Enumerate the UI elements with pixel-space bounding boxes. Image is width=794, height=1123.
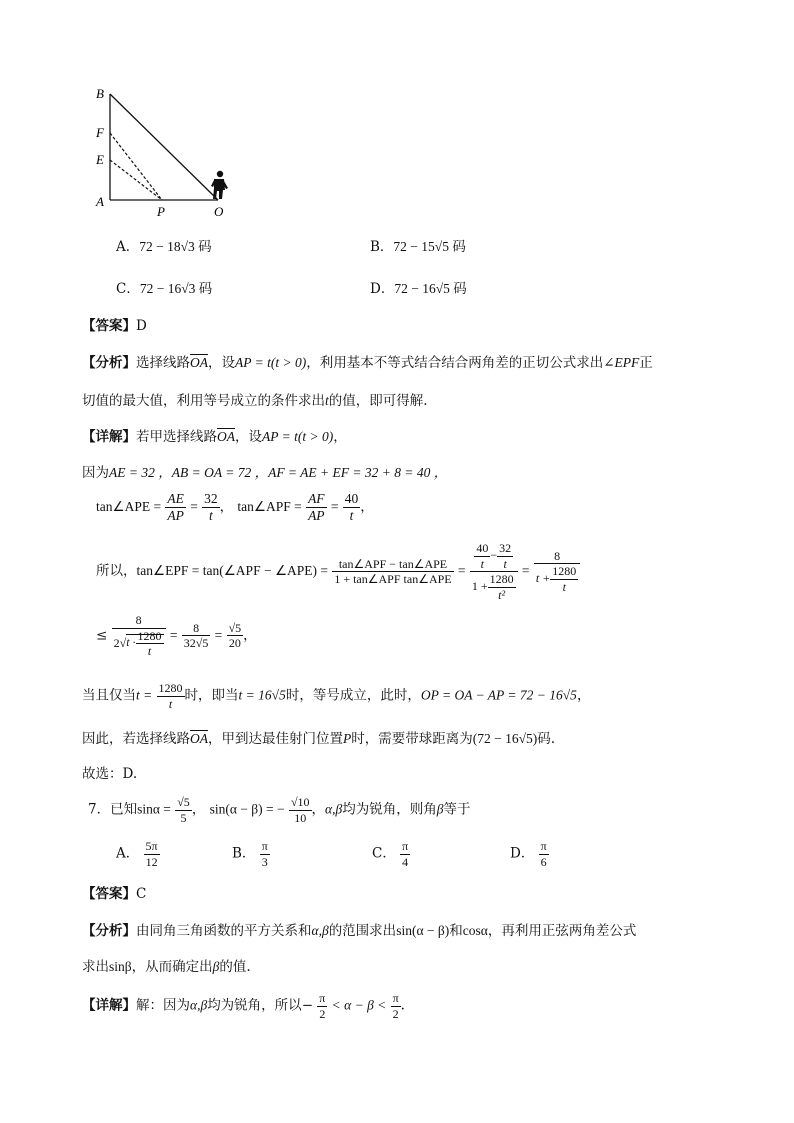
- q6-option-d[interactable]: D．72 − 16√5 码: [370, 281, 467, 297]
- q6-option-b[interactable]: B．72 − 15√5 码: [370, 239, 466, 255]
- q6-tan-epf-line: 所以，tan∠EPF = tan(∠APF − ∠APE) = $\frac{\text{tan∠APF − tan∠APE}}{\text{1 + tan∠APF tan∠APE}}$ = $\frac{40}{t}$ − $\frac{32}{t}$ 1 + $\frac{1280}{\text{t²}}$ = 8 t + $\frac{1280}{t}$: [96, 542, 580, 601]
- label-o: O: [214, 204, 224, 219]
- q6-analysis-line1: 【分析】选择线路$\overline{OA}$，设AP = t(t > 0)，利用基本不等式结合结合两角差的正切公式求出∠EPF正: [82, 355, 653, 371]
- label-a: A: [96, 194, 104, 209]
- q7-option-b[interactable]: B． $\frac{\pi}{3}$: [232, 839, 268, 869]
- label-b: B: [96, 86, 104, 101]
- q6-analysis-line2: 切值的最大值，利用等号成立的条件求出t的值，即可得解.: [82, 393, 428, 409]
- q6-because-line: 因为AE = 32 ，AB = OA = 72 ，AF = AE + EF = 32 + 8 = 40 ，: [82, 465, 448, 481]
- q7-option-d[interactable]: D． $\frac{\pi}{6}$: [510, 839, 547, 869]
- q7-analysis-line1: 【分析】由同角三角函数的平方关系和α,β的范围求出sin(α − β)和cosα，再利用正弦两角差公式: [82, 923, 637, 939]
- label-e: E: [96, 152, 104, 167]
- q6-detail-line1: 【详解】若甲选择线路$\overline{OA}$，设AP = t(t > 0)，: [82, 429, 347, 445]
- player-icon: [211, 171, 228, 199]
- q6-tan-line: tan∠APE = $\frac{AE}{AP}$ = $\frac{32}{t}$ ， tan∠APF = $\frac{AF}{AP}$ = $\frac{40}{t}$ ，: [96, 491, 374, 524]
- q7-analysis-line2: 求出sinβ，从而确定出β的值.: [82, 959, 251, 975]
- q6-option-c[interactable]: C．72 − 16√3 码: [116, 281, 213, 297]
- segment-bo: [110, 94, 218, 200]
- label-f: F: [96, 125, 104, 140]
- q6-choose-line: 故选：D.: [82, 766, 138, 782]
- q6-iff-line: 当且仅当t = $\frac{1280}{t}$ 时，即当t = 16√5时，等号成立，此时，OP = OA − AP = 72 − 16√5，: [82, 681, 591, 711]
- geometry-figure: [90, 80, 240, 220]
- q7-stem: 7．已知sinα = $\frac{√5}{5}$ ， sin(α − β) = − $\frac{√10}{10}$ ，α,β均为锐角，则角β等于: [88, 795, 471, 825]
- q6-therefore-line: 因此，若选择线路$\overline{OA}$，甲到达最佳射门位置P时，需要带球距离为(72 − 16√5)码.: [82, 731, 556, 747]
- q6-option-a[interactable]: A．72 − 18√3 码: [116, 239, 212, 255]
- q7-detail-line: 【详解】解：因为α,β均为锐角，所以− $\frac{\pi}{2}$ < α − β < $\frac{\pi}{2}$ .: [82, 991, 405, 1021]
- q6-answer: 【答案】D: [82, 318, 147, 334]
- q7-answer: 【答案】C: [82, 886, 147, 902]
- label-p: P: [157, 204, 165, 219]
- q6-inequality-line: ≤ 8 2√t · $\frac{1280}{t}$ = $\frac{8}{32√5}$ = $\frac{√5}{20}$ ，: [96, 613, 257, 659]
- q7-option-c[interactable]: C． $\frac{\pi}{4}$: [372, 839, 409, 869]
- q7-option-a[interactable]: A． $\frac{5\pi}{12}$: [116, 839, 158, 869]
